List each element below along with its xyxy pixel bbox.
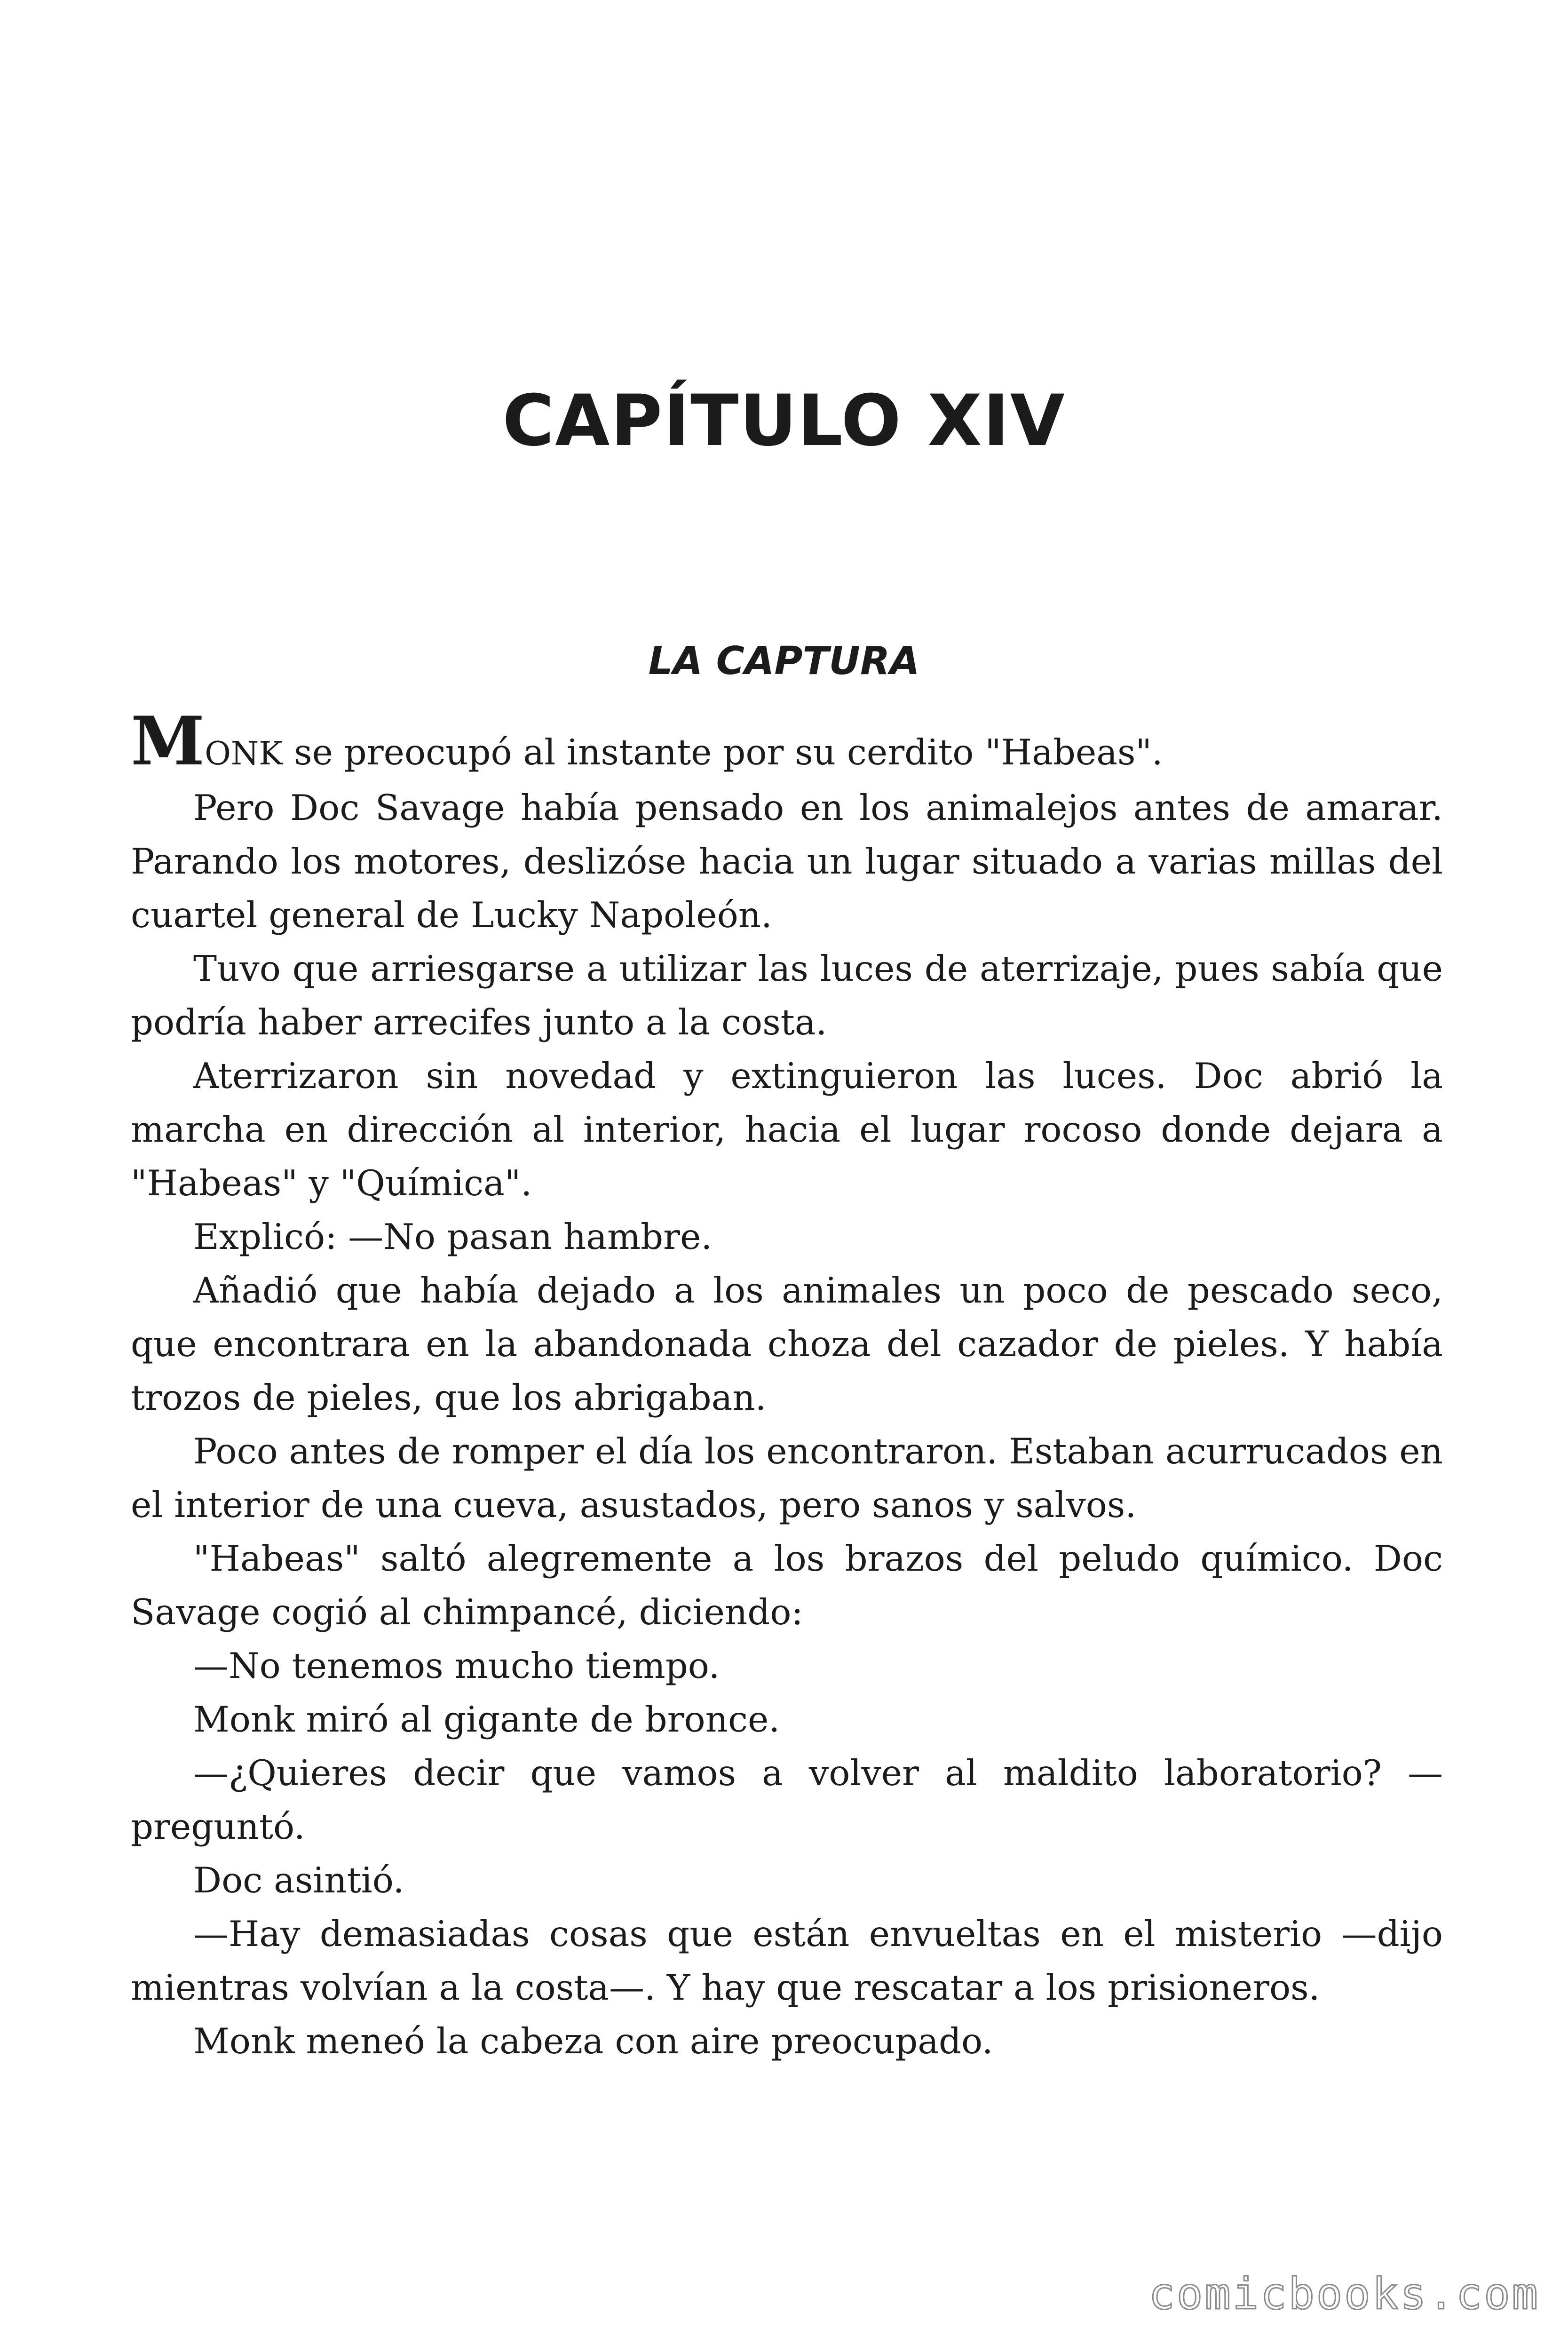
paragraph: Explicó: —No pasan hambre. — [193, 1216, 713, 1257]
paragraph: Añadió que había dejado a los animales un poco de pescado seco, que encontrara en la abandonada choza del cazador de pieles. Y había trozos de pieles, que los abrigaban. — [131, 1270, 1443, 1418]
small-caps-word: ONK — [205, 735, 283, 772]
paragraph: Aterrizaron sin novedad y extinguieron las luces. Doc abrió la marcha en dirección al interior, hacia el lugar rocoso donde dejara a "Habeas" y "Química". — [131, 1055, 1443, 1204]
watermark: comicbooks.com — [1148, 2269, 1540, 2319]
chapter-title: CAPÍTULO XIV — [502, 380, 1066, 462]
paragraph: Monk miró al gigante de bronce. — [193, 1699, 780, 1740]
drop-cap: M — [131, 702, 205, 780]
paragraph: —¿Quieres decir que vamos a volver al maldito laboratorio? —preguntó. — [131, 1752, 1443, 1847]
first-paragraph-text: se preocupó al instante por su cerdito "Habeas". — [283, 731, 1163, 773]
paragraph: Poco antes de romper el día los encontraron. Estaban acurrucados en el interior de una cueva, asustados, pero sanos y salvos. — [131, 1430, 1443, 1526]
body-text — [131, 702, 1443, 2068]
paragraph: Pero Doc Savage había pensado en los animalejos antes de amarar. Parando los motores, deslizóse hacia un lugar situado a varias millas del cuartel general de Lucky Napoleón. — [131, 787, 1443, 936]
paragraph: —No tenemos mucho tiempo. — [193, 1645, 720, 1686]
chapter-subtitle: LA CAPTURA — [648, 639, 920, 683]
paragraph: Tuvo que arriesgarse a utilizar las luces de aterrizaje, pues sabía que podría haber arrecifes junto a la costa. — [131, 948, 1443, 1043]
first-paragraph — [131, 702, 1443, 781]
paragraph: Monk meneó la cabeza con aire preocupado. — [193, 2020, 993, 2062]
paragraph: "Habeas" saltó alegremente a los brazos del peludo químico. Doc Savage cogió al chimpancé, diciendo: — [131, 1538, 1443, 1633]
paragraph: —Hay demasiadas cosas que están envueltas en el misterio —dijo mientras volvían a la costa—. Y hay que rescatar a los prisioneros. — [131, 1913, 1443, 2008]
paragraph: Doc asintió. — [193, 1859, 404, 1901]
